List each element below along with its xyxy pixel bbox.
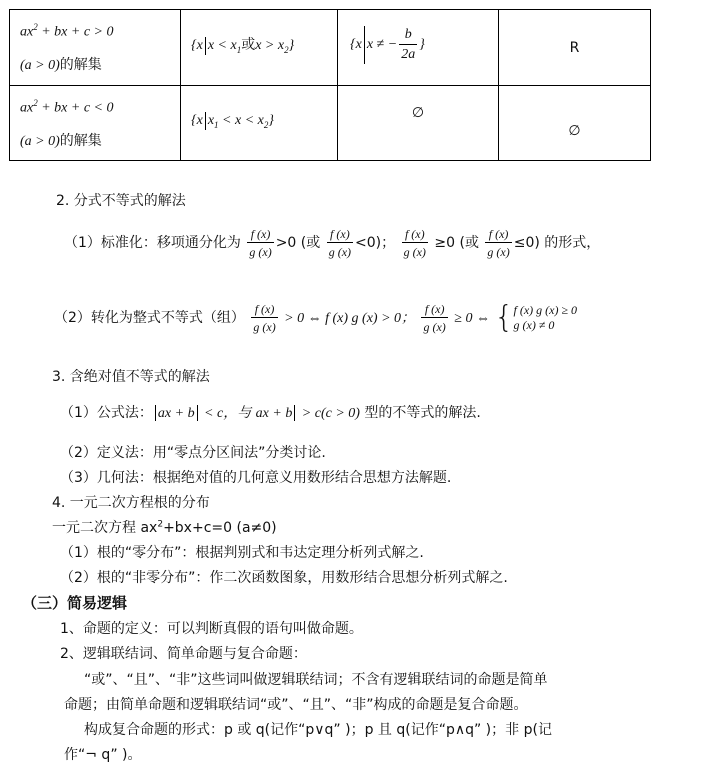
paragraph: （2）根的“非零分布”：作二次函数图象，用数形结合思想分析列式解之.	[60, 570, 508, 586]
condition-label: (a > 0)的解集	[20, 133, 102, 149]
solution-set: {x x ≠ − $\frac{b}{2a}$ }	[350, 27, 425, 62]
inequality-expr: $ax^2$ + bx + c > 0	[20, 22, 114, 40]
section-title: （三）简易逻辑	[22, 594, 128, 612]
table-row	[10, 86, 651, 161]
paragraph: 构成复合命题的形式：p 或 q(记作“p∨q” )；p 且 q(记作“p∧q” )；非 p(记	[84, 722, 552, 738]
paragraph: （3）几何法：根据绝对值的几何意义用数形结合思想方法解题.	[60, 470, 452, 486]
paragraph: “或”、“且”、“非”这些词叫做逻辑联结词；不含有逻辑联结词的命题是简单	[84, 672, 548, 688]
table-cell	[181, 10, 338, 86]
section-title: 4. 一元二次方程根的分布	[52, 495, 210, 511]
paragraph: （1）标准化：移项通分化为 $\frac{f (x)}{g (x)}$ >0 (或 $\frac{f (x)}{g (x)}$ <0)； $\frac{f (x)}{g (x)}$ ≥0 (或 $\frac{f (x)}{g (x)}$ ≤0) 的形式，	[64, 227, 601, 259]
table-cell	[338, 10, 499, 86]
table-cell	[338, 86, 499, 161]
solution-set: ∅	[568, 123, 581, 139]
paragraph: （1）公式法： ax + b < c，与 ax + b > c(c > 0) 型的不等式的解法.	[60, 405, 481, 421]
table-cell	[10, 10, 181, 86]
section-title: 2. 分式不等式的解法	[56, 193, 186, 209]
table-row	[10, 10, 651, 86]
solution-set: {x $x < x_1$或$x > x_2$}	[191, 37, 295, 55]
solution-set: {x $x_1 < x < x_2$}	[191, 113, 274, 131]
table-cell	[181, 86, 338, 161]
list-item: 1、命题的定义：可以判断真假的语句叫做命题。	[60, 621, 363, 637]
solution-set: ∅	[411, 105, 425, 121]
condition-label: (a > 0)的解集	[20, 57, 102, 73]
paragraph: 命题；由简单命题和逻辑联结词“或”、“且”、“非”构成的命题是复合命题。	[64, 697, 528, 713]
section-title: 3. 含绝对值不等式的解法	[52, 369, 210, 385]
paragraph: 作“¬ q” )。	[64, 747, 142, 763]
paragraph: （2）转化为整式不等式（组） $\frac{f (x)}{g (x)}$ > 0 ⇔ f (x) g (x) > 0； $\frac{f (x)}{g (x)}$ ≥ 0 ⇔ { f (x) g (x) ≥ 0 g (x) ≠ 0	[54, 300, 578, 335]
table-cell	[499, 10, 651, 86]
paragraph: （1）根的“零分布”：根据判别式和韦达定理分析列式解之.	[60, 545, 424, 561]
solution-set: R	[569, 39, 580, 56]
table-cell	[499, 86, 651, 161]
paragraph: 一元二次方程 $ax^2+bx+c=0$ (a≠0)	[52, 519, 277, 536]
quadratic-inequality-table	[9, 9, 651, 161]
table-cell	[10, 86, 181, 161]
list-item: 2、逻辑联结词、简单命题与复合命题：	[60, 646, 307, 662]
inequality-expr: $ax^2$ + bx + c < 0	[20, 98, 114, 116]
paragraph: （2）定义法：用“零点分区间法”分类讨论.	[60, 445, 326, 461]
